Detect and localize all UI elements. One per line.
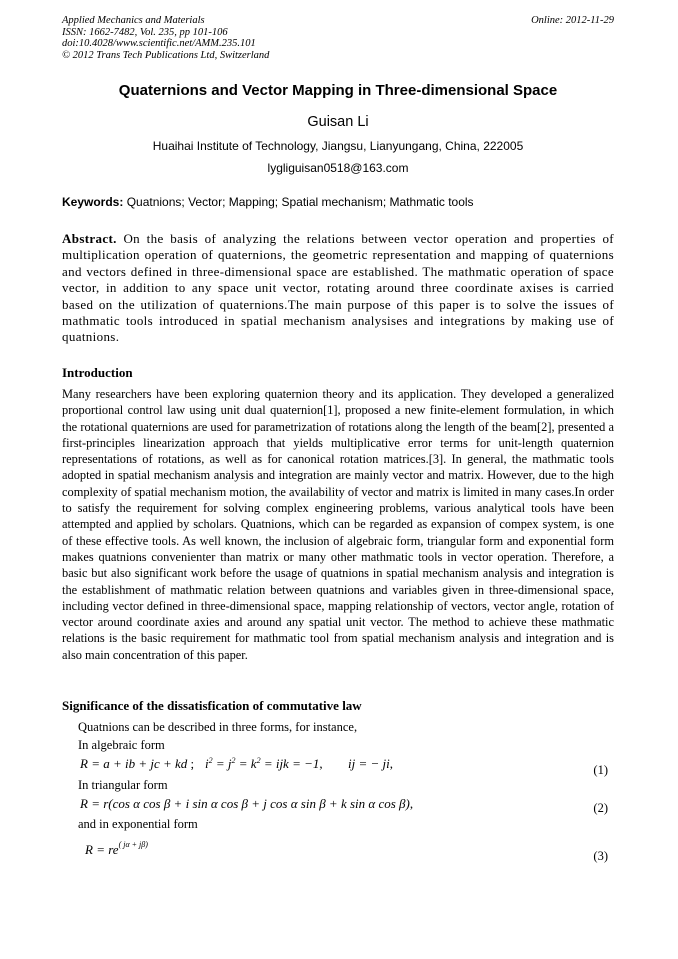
- keywords-text: Quatnions; Vector; Mapping; Spatial mechanism; Mathmatic tools: [126, 195, 474, 209]
- eq2-number: (2): [593, 801, 608, 815]
- eq1-number: (1): [593, 763, 608, 777]
- significance-heading: Significance of the dissatisfication of commutative law: [62, 698, 362, 713]
- triangular-form-label: In triangular form: [78, 778, 168, 792]
- author-email: lygliguisan0518@163.com: [267, 161, 409, 175]
- eq1-anticommute: [348, 756, 393, 772]
- eq3-number: (3): [593, 849, 608, 863]
- paper-title: Quaternions and Vector Mapping in Three-dimensional Space: [118, 82, 558, 99]
- algebraic-form-label: In algebraic form: [78, 738, 165, 752]
- journal-name: Applied Mechanics and Materials: [62, 15, 205, 26]
- copyright-line: © 2012 Trans Tech Publications Ltd, Switzerland: [62, 49, 270, 61]
- abstract-label: Abstract.: [62, 231, 117, 246]
- eq3-exponent: ( jα + jβ): [118, 840, 148, 849]
- eq3-base: R = re: [85, 842, 119, 857]
- eq1-sep3: ,: [389, 756, 393, 771]
- journal-header: [62, 15, 614, 61]
- introduction-heading: Introduction: [62, 365, 133, 380]
- abstract-text: On the basis of analyzing the relations between vector operation and properties of multiplication operation of quaternions, the geometric representation and mapping of quaternions and vectors defined in three-dimensional space are established. The mathmatic operation of space vector, in addition to any space unit vector, rotating around three coordinate axises is carried based on the utilization of quaternions.The main purpose of this paper is to solve the issues of mathmatic tools introduced in spatial mechanism analysises and integrations by making use of quatnions.: [62, 231, 614, 345]
- eq1-relation: $i^2 = j^2 = k^2$ = ijk = −1,: [205, 756, 323, 771]
- eq1-lhs: R = a + ib + jc + kd: [80, 756, 188, 771]
- equation-1: [80, 756, 194, 772]
- keywords-label: Keywords:: [62, 195, 124, 209]
- forms-intro-line: Quatnions can be described in three forms, for instance,: [78, 720, 358, 734]
- eq2-text: R = r(cos α cos β + i sin α cos β + j cos α sin β + k sin α cos β): [80, 796, 410, 811]
- doi-line: doi:10.4028/www.scientific.net/AMM.235.101: [62, 38, 256, 50]
- equation-2: [80, 796, 413, 812]
- equation-3: [85, 840, 148, 858]
- abstract: [62, 231, 614, 346]
- eq1-sep1: ;: [190, 756, 195, 771]
- exponential-form-label: and in exponential form: [78, 817, 198, 831]
- eq2-sep: ,: [409, 796, 414, 811]
- eq1-anti: ij = − ji: [348, 756, 390, 771]
- online-date: Online: 2012-11-29: [531, 15, 614, 26]
- keywords: [62, 195, 614, 209]
- issn-line: ISSN: 1662-7482, Vol. 235, pp 101-106: [62, 26, 228, 38]
- introduction-text: Many researchers have been exploring quaternion theory and its application. They developed a generalized proportional control law using unit dual quaternion[1], proposed a new finite-element formulation, in which the rotational quaternions are used for parametrization of rotations along the length of the beam[2], presented a first-principles linearization approach that yields multiplicative error terms for unit-length quaternion representations of rotations, as well as for canonical rotation matrices.[3]. In general, the mathmatic tools adopted in spatial mechanism analysis and integration are mainly vector and matrix. However, due to the high complexity of spatial mechanism motion, the availability of vector and matrix is limited in many cases.In order to satisfy the requirement for solving complex engineering problems, various analytical tools have been attempted and applied by scholars. Quatnions, which can be regarded as expansion of compex system, is one of these effective tools. As well known, the inclusion of algebraic form, triangular form and exponential form makes quatnions convenienter than matrix or many other mathmatic tools in vector operation. Therefore, a basic but also significant work before the usage of quatnions in spatial mechanism analysis and integration is the establishment of mathmatic relation between quatnions and variables given in three-dimensional space, including vector defined in three-dimensional space, mapping relationship of vectors, vector angle, rotation of vector around coordinate axies and around any spatial unit vector. The method to achieve these mathmatic relations is the basic requirement for mathmatic tool from spatial mechanism analysis and integration and is also main concentration of this paper.: [62, 387, 614, 662]
- author-affiliation: Huaihai Institute of Technology, Jiangsu, Lianyungang, China, 222005: [152, 139, 524, 153]
- author-name: Guisan Li: [307, 114, 369, 130]
